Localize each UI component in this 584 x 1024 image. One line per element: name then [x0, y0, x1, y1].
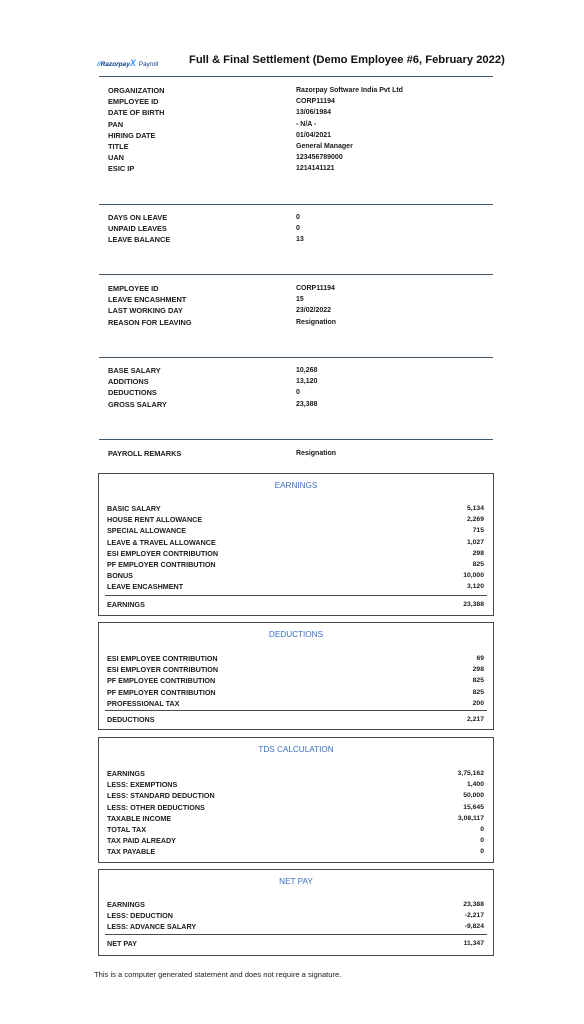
info-row: DEDUCTIONS 0 — [108, 388, 300, 398]
total-divider — [105, 934, 487, 935]
deductions-row: ESI EMPLOYEE CONTRIBUTION 69 — [107, 654, 484, 663]
divider — [99, 357, 493, 358]
deductions-rows — [107, 653, 484, 709]
deductions-row: PF EMPLOYEE CONTRIBUTION 825 — [107, 676, 484, 686]
net-pay-rows — [107, 899, 484, 933]
deductions-row: PF EMPLOYER CONTRIBUTION 825 — [107, 687, 484, 697]
info-row: BASE SALARY 10,268 — [108, 366, 318, 375]
info-row: LAST WORKING DAY 23/02/2022 — [108, 306, 332, 316]
info-row: EMPLOYEE ID CORP11194 — [108, 97, 335, 107]
divider — [99, 76, 493, 77]
tds-row: TAX PAID ALREADY 0 — [107, 836, 484, 846]
info-row: PAN - N/A - — [108, 119, 317, 129]
tds-box — [98, 737, 494, 863]
earnings-row: BASIC SALARY 5,134 — [107, 504, 484, 513]
tds-row: TAX PAYABLE 0 — [107, 847, 484, 857]
footer-note: This is a computer generated statement and does not require a signature. — [94, 970, 342, 979]
tds-rows — [107, 768, 484, 858]
razorpay-payroll-logo — [97, 58, 158, 68]
page-title: Full & Final Settlement (Demo Employee #6, February 2022) — [189, 54, 505, 66]
logo-product: Payroll — [138, 61, 159, 68]
leave-info-section — [108, 212, 488, 246]
net-pay-row: LESS: ADVANCE SALARY -9,824 — [107, 922, 484, 932]
info-row: DATE OF BIRTH 13/06/1984 — [108, 108, 332, 118]
earnings-box — [98, 473, 494, 616]
net-pay-row: LESS: DEDUCTION -2,217 — [107, 911, 484, 921]
divider — [99, 204, 493, 205]
tds-row: EARNINGS 3,75,162 — [107, 769, 484, 778]
total-divider — [105, 710, 487, 711]
salary-info-section — [108, 365, 488, 410]
earnings-row: BONUS 10,000 — [107, 571, 484, 581]
info-row: EMPLOYEE ID CORP11194 — [108, 284, 335, 293]
deductions-box — [98, 622, 494, 730]
deductions-total-row: DEDUCTIONS 2,217 — [107, 715, 484, 724]
earnings-total-row: EARNINGS 23,388 — [107, 600, 484, 609]
net-pay-title: NET PAY — [279, 877, 313, 886]
info-row: GROSS SALARY 23,388 — [108, 399, 318, 409]
net-pay-box — [98, 869, 494, 956]
tds-row: TAXABLE INCOME 3,08,117 — [107, 813, 484, 823]
total-divider — [105, 595, 487, 596]
earnings-row: ESI EMPLOYER CONTRIBUTION 298 — [107, 548, 484, 558]
info-row: LEAVE ENCASHMENT 15 — [108, 295, 304, 305]
earnings-row: LEAVE ENCASHMENT 3,120 — [107, 582, 484, 592]
tds-title: TDS CALCULATION — [258, 745, 334, 754]
logo-x: X — [129, 58, 136, 68]
info-row: LEAVE BALANCE 13 — [108, 235, 304, 245]
divider — [99, 439, 493, 440]
logo-brand: Razorpay — [100, 61, 130, 68]
info-row: TITLE General Manager — [108, 141, 353, 151]
tds-row: TOTAL TAX 0 — [107, 824, 484, 834]
earnings-row: PF EMPLOYER CONTRIBUTION 825 — [107, 559, 484, 569]
earnings-title: EARNINGS — [274, 481, 318, 490]
employee-info-section — [108, 85, 488, 175]
tds-row: LESS: EXEMPTIONS 1,400 — [107, 780, 484, 790]
info-row: ADDITIONS 13,120 — [108, 377, 318, 387]
divider — [99, 274, 493, 275]
info-row: ORGANIZATION Razorpay Software India Pvt Ltd — [108, 86, 403, 95]
info-row: PAYROLL REMARKS Resignation — [108, 449, 337, 458]
net-pay-row: EARNINGS 23,388 — [107, 900, 484, 909]
exit-info-section — [108, 283, 488, 328]
earnings-row: LEAVE & TRAVEL ALLOWANCE 1,027 — [107, 537, 484, 547]
earnings-row: SPECIAL ALLOWANCE 715 — [107, 526, 484, 536]
deductions-row: PROFESSIONAL TAX 200 — [107, 698, 484, 708]
document-header — [97, 54, 505, 77]
info-row: DAYS ON LEAVE 0 — [108, 213, 300, 222]
remarks-section — [108, 448, 488, 459]
earnings-rows — [107, 503, 484, 593]
deductions-title: DEDUCTIONS — [268, 630, 324, 639]
info-row: HIRING DATE 01/04/2021 — [108, 130, 332, 140]
info-row: ESIC IP 1214141121 — [108, 164, 335, 174]
info-row: REASON FOR LEAVING Resignation — [108, 317, 337, 327]
logo-mark-icon: // — [97, 61, 101, 68]
info-row: UAN 123456789000 — [108, 153, 343, 163]
earnings-row: HOUSE RENT ALLOWANCE 2,269 — [107, 515, 484, 525]
net-pay-total-row: NET PAY 11,347 — [107, 939, 484, 948]
deductions-row: ESI EMPLOYER CONTRIBUTION 298 — [107, 665, 484, 675]
tds-row: LESS: OTHER DEDUCTIONS 15,645 — [107, 802, 484, 812]
info-row: UNPAID LEAVES 0 — [108, 224, 300, 234]
tds-row: LESS: STANDARD DEDUCTION 50,000 — [107, 791, 484, 801]
